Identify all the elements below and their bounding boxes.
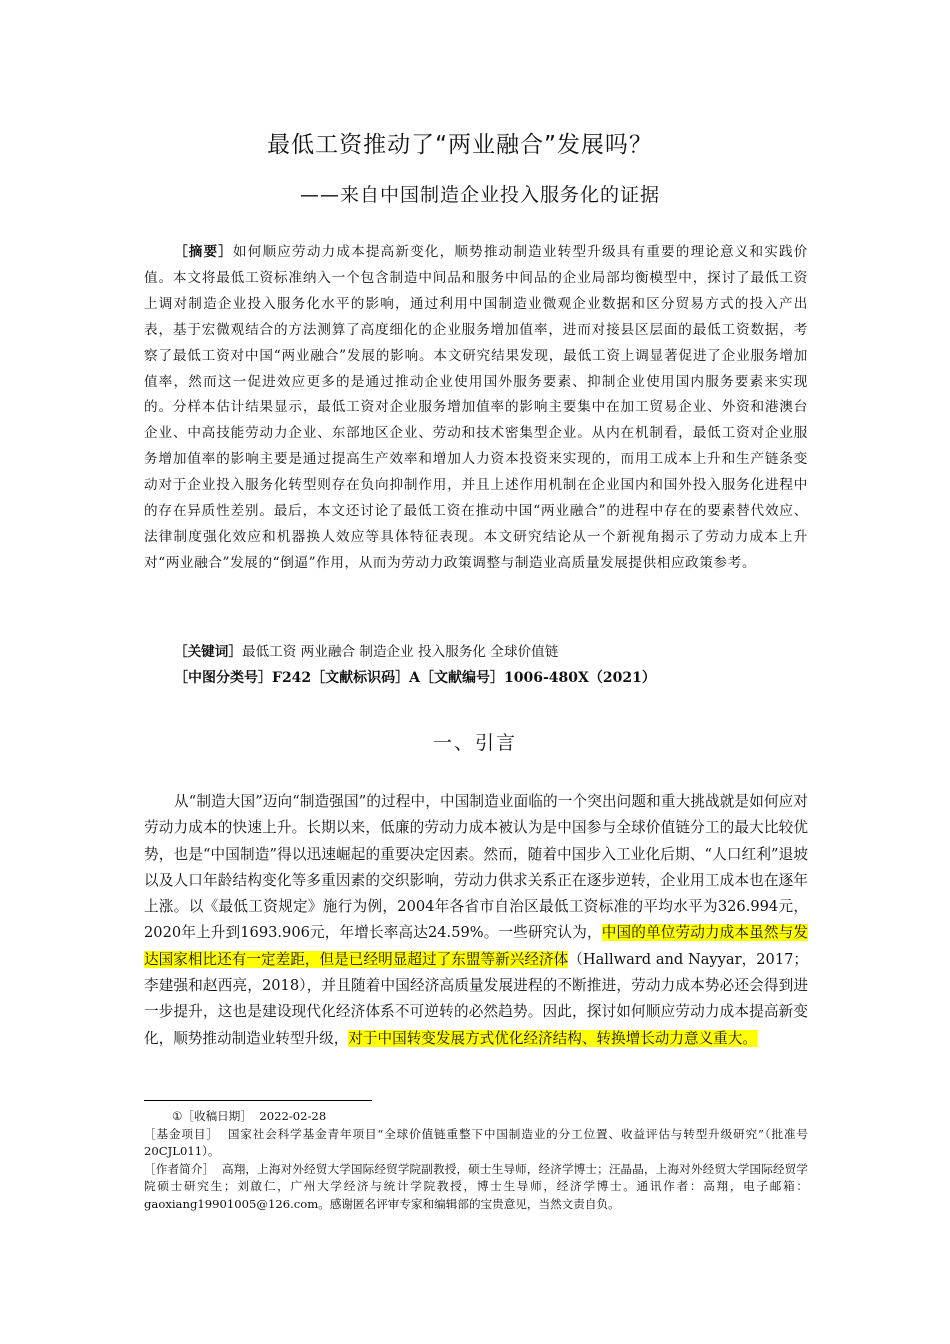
paper-subtitle: ——来自中国制造企业投入服务化的证据 xyxy=(300,184,661,206)
section-heading: 一、引言 xyxy=(432,732,517,754)
footnote-received xyxy=(144,1108,808,1126)
keywords-text: 最低工资 两业融合 制造企业 投入服务化 全球价值链 xyxy=(241,644,559,660)
abstract xyxy=(144,240,808,577)
author-text: 高翔，上海对外经贸大学国际经贸学院副教授，硕士生导师，经济学博士；汪晶晶，上海对外经贸大学国际经贸学院硕士研究生；刘啟仁，广州大学经济与统计学院教授，博士生导师，经济学博士。通讯作者：高翔，电子邮箱：gaoxiang19901005@126.com。感谢匿名评审专家和编辑部的宝贵意见，当然文责自负。 xyxy=(144,1161,808,1211)
footnote-author xyxy=(144,1161,808,1214)
intro-text-1: 从“制造大国”迈向“制造强国”的过程中，中国制造业面临的一个突出问题和重大挑战就是如何应对劳动力成本的快速上升。长期以来，低廉的劳动力成本被认为是中国参与全球价值链分工的最大比较优势，也是“中国制造”得以迅速崛起的重要决定因素。然而，随着中国步入工业化后期、“人口红利”退坡以及人口年龄结构变化等多重因素的交织影响，劳动力供求关系正在逐步逆转，企业用工成本也在逐年上涨。以《最低工资规定》施行为例，2004年各省市自治区最低工资标准的平均水平为326.994元，2020年上升到1693.906元，年增长率高达24.59%。一些研究认为， xyxy=(144,793,808,942)
abstract-text: 如何顺应劳动力成本提高新变化，顺势推动制造业转型升级具有重要的理论意义和实践价值。本文将最低工资标准纳入一个包含制造中间品和服务中间品的企业局部均衡模型中，探讨了最低工资上调对制造企业投入服务化水平的影响，通过利用中国制造业微观企业数据和区分贸易方式的投入产出表，基于宏微观结合的方法测算了高度细化的企业服务增加值率，进而对接县区层面的最低工资数据，考察了最低工资对中国“两业融合”发展的影响。本文研究结果发现，最低工资上调显著促进了企业服务增加值率，然而这一促进效应更多的是通过推动企业使用国外服务要素、抑制企业使用国内服务要素来实现的。分样本估计结果显示，最低工资对企业服务增加值率的影响主要集中在加工贸易企业、外资和港澳台企业、中高技能劳动力企业、东部地区企业、劳动和技术密集型企业。从内在机制看，最低工资对企业服务增加值率的影响主要是通过提高生产效率和增加人力资本投资来实现的，而用工成本上升和生产链条变动对于企业投入服务化转型则存在负向抑制作用，并且上述作用机制在企业国内和国外投入服务化进程中的存在异质性差别。最后，本文还讨论了最低工资在推动中国“两业融合”的进程中存在的要素替代效应、法律制度强化效应和机器换人效应等具体特征表现。本文研究结论从一个新视角揭示了劳动力成本上升对“两业融合”发展的“倒逼”作用，从而为劳动力政策调整与制造业高质量发展提供相应政策参考。 xyxy=(144,244,808,571)
footnotes xyxy=(144,1108,808,1213)
intro-highlight-1: 中国的单位劳动力成本虽然与发达国家相比还有一定差距，但是已经明显超过了东盟等新兴经济体 xyxy=(144,924,808,968)
fund-label: ［基金项目］ xyxy=(144,1126,219,1141)
author-label: ［作者简介］ xyxy=(144,1161,215,1176)
intro-paragraph xyxy=(144,789,808,1052)
intro-highlight-2: 对于中国转变发展方式优化经济结构、转换增长动力意义重大。 xyxy=(348,1029,757,1047)
classification-line: ［中图分类号］F242［文献标识码］A［文献编号］1006-480X（2021） xyxy=(174,670,656,686)
keywords xyxy=(174,640,814,664)
footnote-fund xyxy=(144,1126,808,1161)
fund-text: 国家社会科学基金青年项目“全球价值链重整下中国制造业的分工位置、收益评估与转型升级研究”（批准号 20CJL011）。 xyxy=(144,1126,808,1158)
paper-title: 最低工资推动了“两业融合”发展吗？ xyxy=(267,132,653,158)
keywords-label: ［关键词］ xyxy=(174,644,242,660)
received-label: ①［收稿日期］ xyxy=(172,1109,252,1123)
footnote-divider xyxy=(144,1100,372,1101)
intro-text-2: （Hallward and Nayyar，2017；李建强和赵西亮，2018），并且随着中国经济高质量发展进程的不断推进，劳动力成本势必还会得到进一步提升，这也是建设现代化经济体系不可逆转的必然趋势。因此，探讨如何顺应劳动力成本提高新变化，顺势推动制造业转型升级， xyxy=(144,950,808,1047)
received-date: 2022-02-28 xyxy=(259,1109,327,1123)
abstract-label: ［摘要］ xyxy=(174,244,234,260)
